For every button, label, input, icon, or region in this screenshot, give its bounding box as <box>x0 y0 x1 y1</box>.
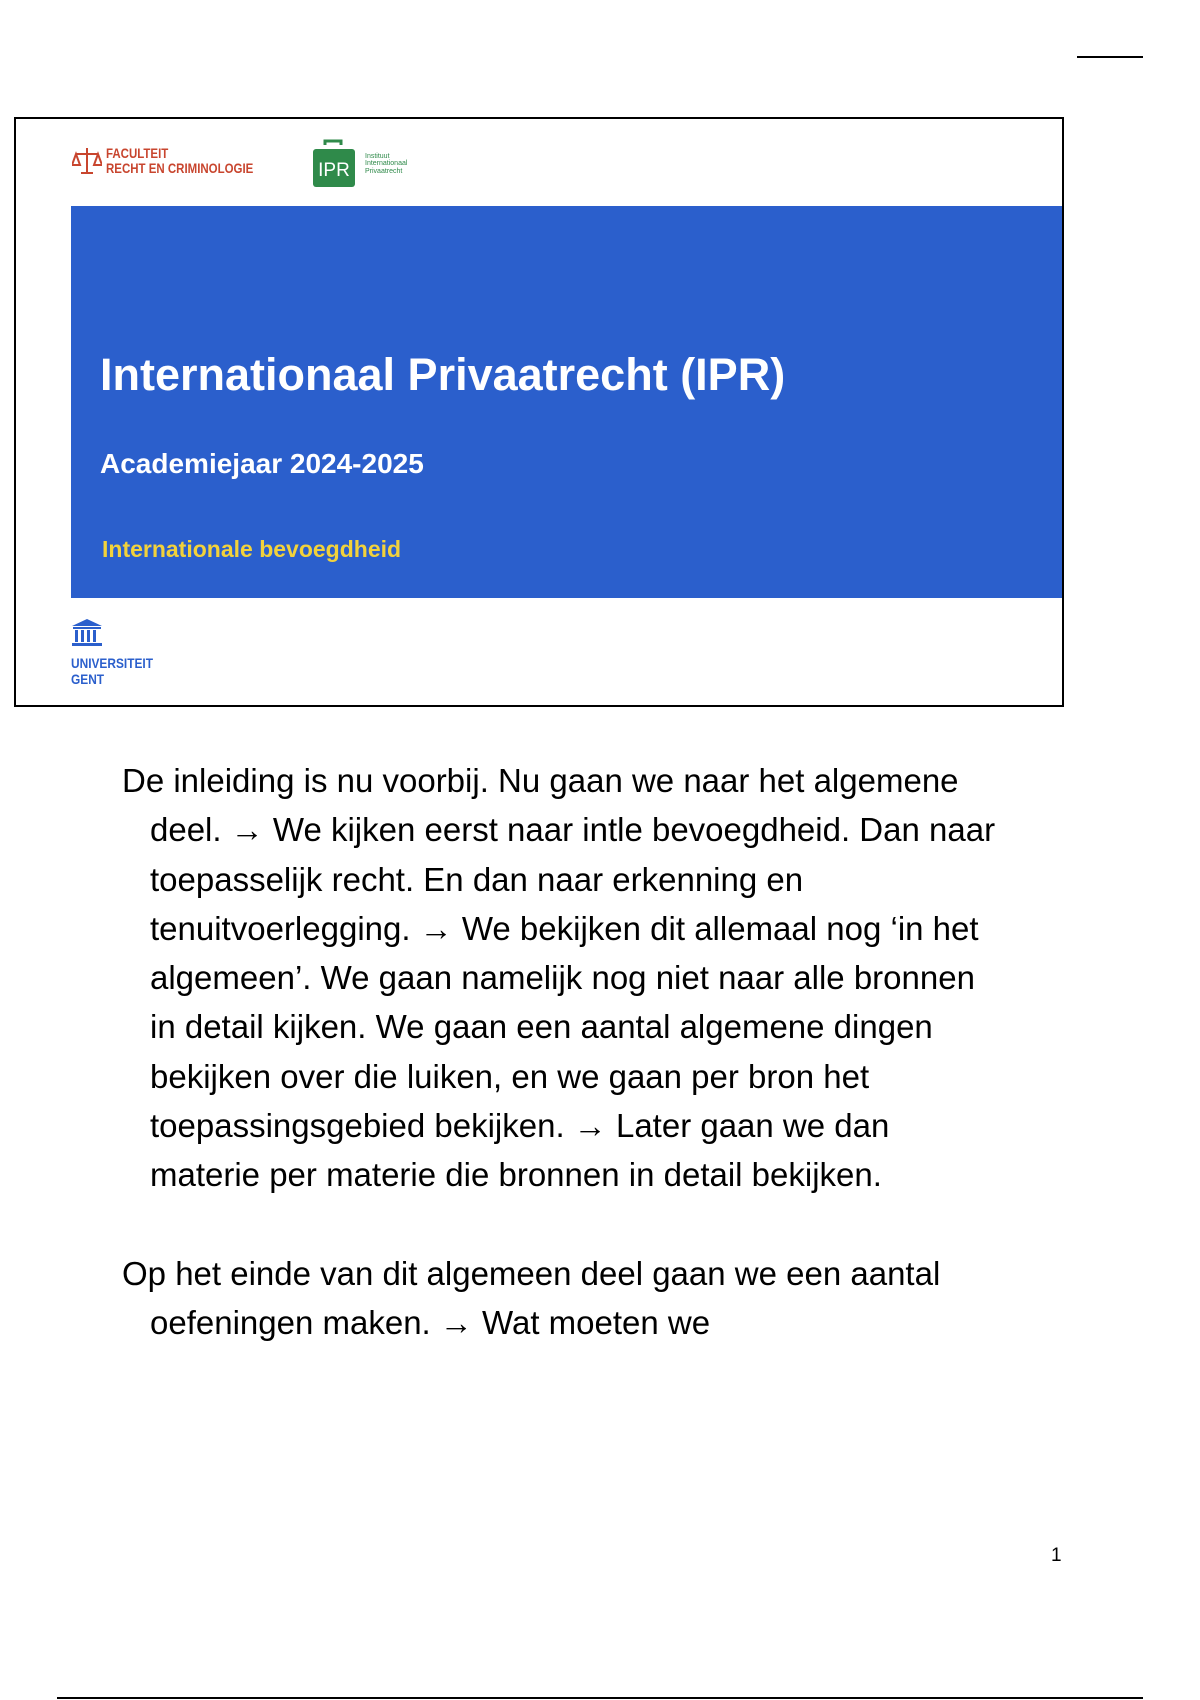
ipr-logo-line2: Internationaal <box>365 160 408 168</box>
faculty-logo-line1: FACULTEIT <box>106 145 169 161</box>
university-logo-line1: UNIVERSITEIT <box>71 655 153 671</box>
slide-title: Internationaal Privaatrecht (IPR) <box>100 349 786 400</box>
speaker-notes <box>122 756 1002 1347</box>
page-number: 1 <box>1051 1545 1062 1566</box>
slide-academic-year: Academiejaar 2024-2025 <box>100 448 424 479</box>
ipr-logo-line3: Privaatrecht <box>365 167 403 175</box>
ipr-logo-line1: Instituut <box>365 152 390 160</box>
title-banner <box>71 206 1064 598</box>
bottom-rule <box>57 1697 1143 1699</box>
top-rule <box>1077 56 1143 58</box>
scales-icon <box>72 145 102 177</box>
ipr-logo <box>311 139 407 189</box>
slide-topic: Internationale bevoegdheid <box>102 536 402 562</box>
slide-thumbnail <box>14 117 1064 707</box>
faculty-logo <box>72 145 286 177</box>
university-logo <box>71 619 167 687</box>
building-icon <box>71 619 103 647</box>
faculty-logo-line2: RECHT EN CRIMINOLOGIE <box>106 160 254 176</box>
notes-paragraph-2: Op het einde van dit algemeen deel gaan we een aantal oefeningen maken. → Wat moeten we <box>122 1254 941 1341</box>
university-logo-line2: GENT <box>71 671 105 687</box>
ipr-mark-icon <box>311 139 357 189</box>
ipr-mark-label: IPR <box>318 160 350 181</box>
notes-paragraph-1: De inleiding is nu voorbij. Nu gaan we naar het algemene deel. → We kijken eerst naar intle bevoegdheid. Dan naar toepasselijk recht. En dan naar erkenning en tenuitvoerlegging. → We bekijken dit allemaal nog ‘in het algemeen’. We gaan namelijk nog niet naar alle bronnen in detail kijken. We gaan een aantal algemene dingen bekijken over die luiken, en we gaan per bron het toepassingsgebied bekijken. → Later gaan we dan materie per materie die bronnen in detail bekijken. <box>122 762 996 1194</box>
